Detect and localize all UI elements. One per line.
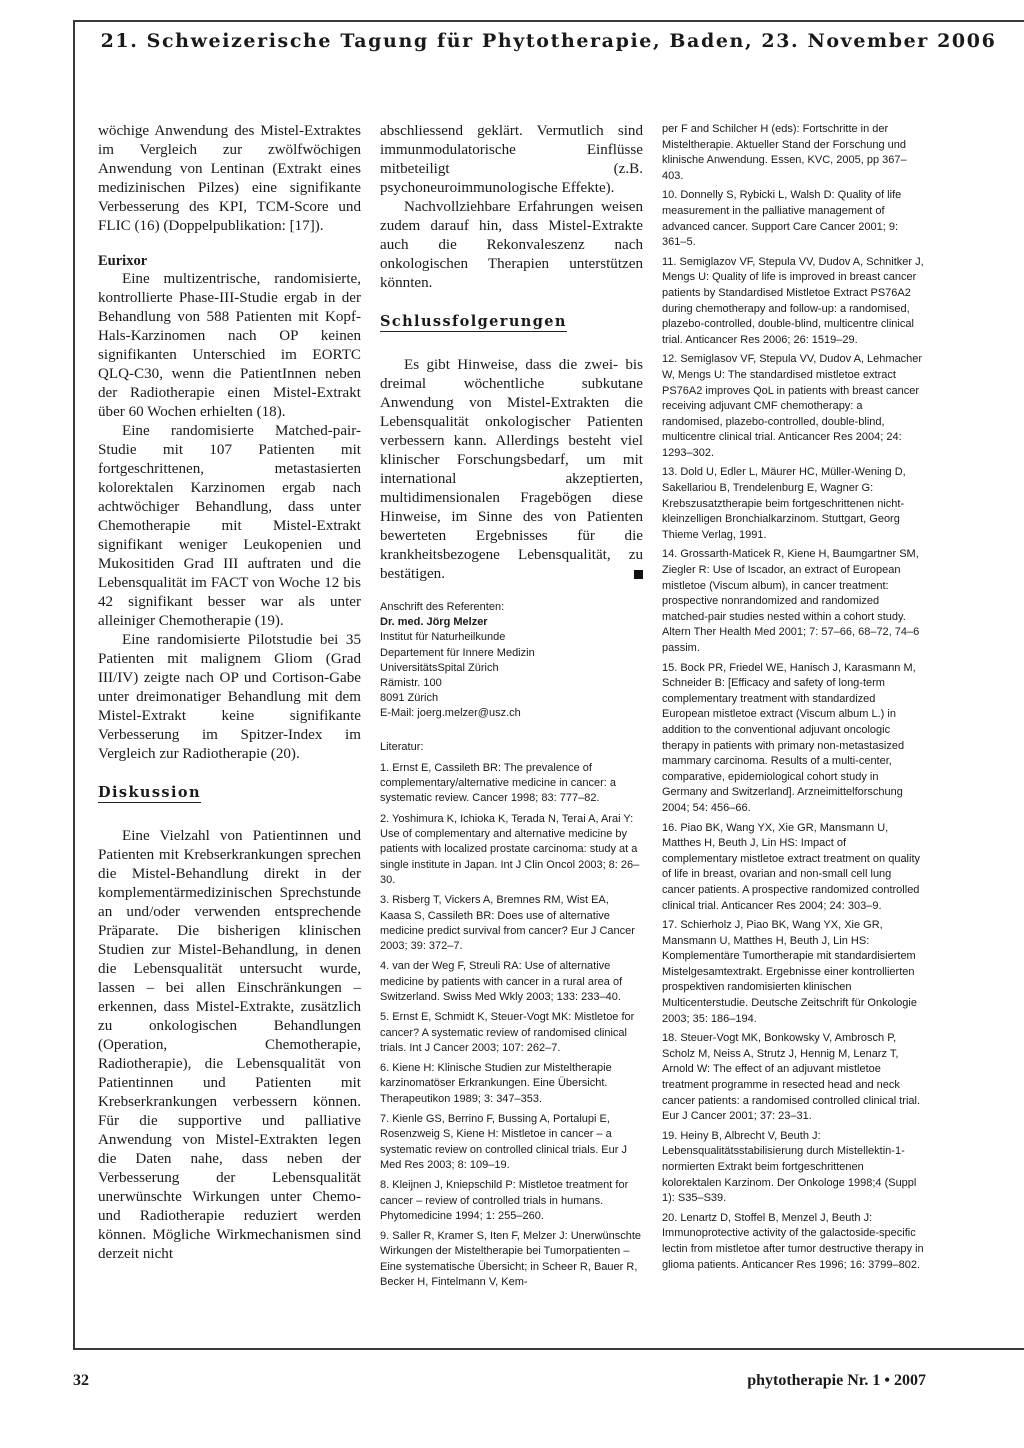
reference-item: 16. Piao BK, Wang YX, Xie GR, Mansmann U, Matthes H, Beuth J, Lin HS: Impact of complementary mistletoe extract treatment on quality of life in breast, ovarian and non-small cell lung cancer patients. A prospective randomized controlled clinical trial. Anticancer Res 2004; 24: 303–9. [662, 821, 921, 912]
section-heading-diskussion: Diskussion [98, 784, 201, 801]
address-line: Institut für Naturheilkunde [380, 631, 506, 644]
reference-item: 15. Bock PR, Friedel WE, Hanisch J, Karasmann M, Schneider B: [Efficacy and safety of long-term complementary treatment with standardized European mistletoe extract (Viscum album L.) in addition to the conventional adjuvant oncologic therapy in patients with primary non-metastasized mammary carcinoma. Results of a multi-center, comparative, epidemiological cohort study in Germany and Switzerland]. Arzneimittelforschung 2004; 54: 456–66. [662, 661, 916, 814]
reference-item: 13. Dold U, Edler L, Mäurer HC, Müller-Wening D, Sakellariou B, Trendelenburg E, Wagner G: Krebszusatztherapie beim fortgeschrittenen nicht-kleinzelligen Bronchialkarzinom. Stuttgart, Georg Thieme Verlag, 1991. [662, 466, 906, 541]
reference-item: 2. Yoshimura K, Ichioka K, Terada N, Terai A, Arai Y: Use of complementary and alternative medicine by patients with localized prostate carcinoma: study at a single institute in Japan. Int J Clin Oncol 2003; 8: 26–30. [380, 812, 640, 886]
body-paragraph: Nachvollziehbare Erfahrungen weisen zudem darauf hin, dass Mistel-Extrakte auch die Rekonvaleszenz nach onkologischen Therapien unterstützen könnten. [380, 199, 643, 291]
reference-item: per F and Schilcher H (eds): Fortschritte in der Misteltherapie. Aktueller Stand der Forschung und klinische Anwendung. Essen, KVC, 2005, pp 367–403. [662, 123, 907, 182]
address-line: Departement für Innere Medizin [380, 646, 535, 659]
reference-item: 10. Donnelly S, Rybicki L, Walsh D: Quality of life measurement in the palliative management of advanced cancer. Support Care Cancer 2001; 9: 361–5. [662, 189, 902, 249]
reference-item: 1. Ernst E, Cassileth BR: The prevalence of complementary/alternative medicine in cancer: a systematic review. Cancer 1998; 83: 777–82. [380, 761, 617, 805]
section-heading-schlussfolgerungen: Schlussfolgerungen [380, 313, 567, 330]
author-address [380, 600, 643, 722]
body-paragraph: Eine multizentrische, randomisierte, kontrollierte Phase-III-Studie ergab in der Behandlung von 588 Patienten mit Kopf-Hals-Karzinomen nach OP keinen signifikanten Unterschied im EORTC QLQ-C30, wenn die PatientInnen neben der Radiotherapie einen Mistel-Extrakt über 60 Wochen erhielten (18). [98, 271, 361, 420]
conclusion-text: Es gibt Hinweise, dass die zwei- bis dreimal wöchentliche subkutane Anwendung von Mistel-Extrakten die Lebensqualität onkologischer Patienten verbessern kann. Allerdings besteht viel klinischer Forschungsbedarf, um mit international akzeptierten, multidimensionalen Fragebögen diese Hinweise, im Sinne des von Patienten bewerteten Ergebnisses für die krankheitsbezogene Lebensqualität, zu bestätigen. [380, 357, 643, 582]
reference-item: 20. Lenartz D, Stoffel B, Menzel J, Beuth J: Immunoprotective activity of the galactoside-specific lectin from mistletoe after tumor destructive therapy in glioma patients. Anticancer Res 1996; 16: 3799–802. [662, 1211, 924, 1271]
reference-item: 5. Ernst E, Schmidt K, Steuer-Vogt MK: Mistletoe for cancer? A systematic review of randomised clinical trials. Int J Cancer 2003; 107: 262–7. [380, 1011, 635, 1054]
reference-list [380, 761, 643, 1291]
reference-item: 18. Steuer-Vogt MK, Bonkowsky V, Ambrosch P, Scholz M, Neiss A, Strutz J, Hennig M, Lenarz T, Arnold W: The effect of an adjuvant mistletoe treatment programme in resected head and neck cancer patients: a randomised controlled clinical trial. Eur J Cancer 2001; 37: 23–31. [662, 1032, 921, 1123]
address-line: Rämistr. 100 [380, 677, 442, 690]
body-paragraph: Eine Vielzahl von Patientinnen und Patienten mit Krebserkrankungen sprechen die Mistel-Behandlung direkt in der komplementärmedizinischen Sprechstunde an und/oder verwenden entsprechende Präparate. Die bisherigen klinischen Studien zur Mistel-Behandlung, in denen die Lebensqualität untersucht wurde, lassen – bei allen Einschränkungen – erkennen, dass Mistel-Extrakte, zusätzlich zu onkologischen Behandlungen (Operation, Chemotherapie, Radiotherapie), die Lebensqualität von Patientinnen und Patienten mit Krebserkrankungen verbessern können. Für die supportive und palliative Anwendung von Mistel-Extrakten legen die Daten nahe, dass neben der Verbesserung der Lebensqualität unerwünschte Wirkungen unter Chemo- und Radiotherapie reduziert werden können. Mögliche Wirkmechanismen sind derzeit nicht [98, 828, 361, 1262]
reference-item: 8. Kleijnen J, Kniepschild P: Mistletoe treatment for cancer – review of controlled trials in humans. Phytomedicine 1994; 1: 255–260. [380, 1179, 629, 1222]
body-paragraph [380, 356, 643, 584]
body-paragraph: abschliessend geklärt. Vermutlich sind immunmodulatorische Einflüsse mitbeteiligt (z.B. psychoneuroimmunologische Effekte). [380, 123, 643, 196]
reference-item: 14. Grossarth-Maticek R, Kiene H, Baumgartner SM, Ziegler R: Use of Iscador, an extract of European mistletoe (Viscum album), in cancer treatment: prospective nonrandomized and randomized matched-pair studies nested within a cohort study. Altern Ther Health Med 2001; 7: 57–66, 68–72, 74–6 passim. [662, 548, 920, 654]
address-label: Anschrift des Referenten: [380, 601, 505, 613]
reference-item: 3. Risberg T, Vickers A, Bremnes RM, Wist EA, Kaasa S, Cassileth BR: Does use of alternative medicine predict survival from cancer? Eur J Cancer 2003; 39: 372–7. [380, 894, 635, 953]
reference-item: 4. van der Weg F, Streuli RA: Use of alternative medicine by patients with cancer in a rural area of Switzerland. Swiss Med Wkly 2003; 133: 233–40. [380, 960, 623, 1003]
reference-item: 12. Semiglasov VF, Stepula VV, Dudov A, Lehmacher W, Mengs U: The standardised mistletoe extract PS76A2 improves QoL in patients with breast cancer receiving adjuvant CMF chemotherapy: a randomised, plazebo-controlled, double-blind, multicentre clinical trial. Anticancer Res 2004; 24: 1293–302. [662, 353, 923, 459]
reference-item: 6. Kiene H: Klinische Studien zur Misteltherapie karzinomatöser Erkrankungen. Eine Übersicht. Therapeutikon 1989; 3: 347–353. [380, 1062, 612, 1105]
address-line: UniversitätsSpital Zürich [380, 661, 499, 674]
literatur-label: Literatur: [380, 740, 424, 753]
column-3-references [662, 122, 924, 1277]
email-line: E-Mail: joerg.melzer@usz.ch [380, 707, 521, 720]
address-line: 8091 Zürich [380, 692, 439, 705]
author-name: Dr. med. Jörg Melzer [380, 616, 488, 629]
body-paragraph: Eine randomisierte Matched-pair-Studie mit 107 Patienten mit fortgeschrittenen, metastasierten kolorektalen Karzinomen ergab nach achtwöchiger Behandlung, dass unter Chemotherapie mit Mistel-Extrakt signifikant weniger Leukopenien und Mukositiden Grad III auftraten und die Lebensqualität im FACT von Woche 12 bis 42 signifikant besser war als unter alleiniger Chemotherapie (19). [98, 423, 361, 629]
subheading-eurixor: Eurixor [98, 253, 148, 269]
reference-item: 19. Heiny B, Albrecht V, Beuth J: Lebensqualitätsstabilisierung durch Mistellektin-1-normierten Extrakt beim fortgeschrittenen kolorektalen Karzinom. Der Onkologe 1998;4 (Suppl 1): S35–S39. [662, 1129, 917, 1205]
end-of-article-mark [634, 570, 643, 579]
journal-footer: phytotherapie Nr. 1 • 2007 [747, 1372, 926, 1389]
body-paragraph: Eine randomisierte Pilotstudie bei 35 Patienten mit malignem Gliom (Grad III/IV) zeigte nach OP und Cortison-Gabe unter dreimonatiger Behandlung mit dem Mistel-Extrakt keine signifikante Verbesserung im Spitzer-Index im Vergleich zur Radiotherapie (20). [98, 632, 361, 762]
reference-item: 9. Saller R, Kramer S, Iten F, Melzer J: Unerwünschte Wirkungen der Misteltherapie bei Tumorpatienten – Eine systematische Übersicht; in Scheer R, Bauer R, Becker H, Fintelmann V, Kem- [380, 1230, 642, 1289]
reference-item: 11. Semiglazov VF, Stepula VV, Dudov A, Schnitker J, Mengs U: Quality of life is improved in breast cancer patients by Standardised Mistletoe Extract PS76A2 during chemotherapy and follow-up: a randomised, plazebo-controlled, double-blind, multicentre clinical trial. Anticancer Res 2006; 26: 1519–29. [662, 255, 924, 346]
reference-item: 17. Schierholz J, Piao BK, Wang YX, Xie GR, Mansmann U, Matthes H, Beuth J, Lin HS: Komplementäre Tumortherapie mit standardisiertem Mistelgesamtextrakt. Ergebnisse einer kontrollierten prospektiven randomisierten klinischen Multicenterstudie. Deutsche Zeitschrift für Onkologie 2003; 35: 186–194. [662, 919, 917, 1025]
reference-item: 7. Kienle GS, Berrino F, Bussing A, Portalupi E, Rosenzweig S, Kiene H: Mistletoe in cancer – a systematic review on controlled clinical trials. Eur J Med Res 2003; 8: 109–19. [380, 1113, 627, 1171]
page-header-title: 21. Schweizerische Tagung für Phytotherapie, Baden, 23. November 2006 [100, 30, 997, 52]
body-paragraph: wöchige Anwendung des Mistel-Extraktes im Vergleich zur zwölfwöchigen Anwendung von Lentinan (Extrakt eines medizinischen Pilzes) eine signifikante Verbesserung des KPI, TCM-Score und FLIC (16) (Doppelpublikation: [17]). [98, 123, 361, 234]
column-2 [380, 122, 643, 1295]
page-number: 32 [73, 1372, 89, 1389]
column-1 [98, 122, 361, 1264]
